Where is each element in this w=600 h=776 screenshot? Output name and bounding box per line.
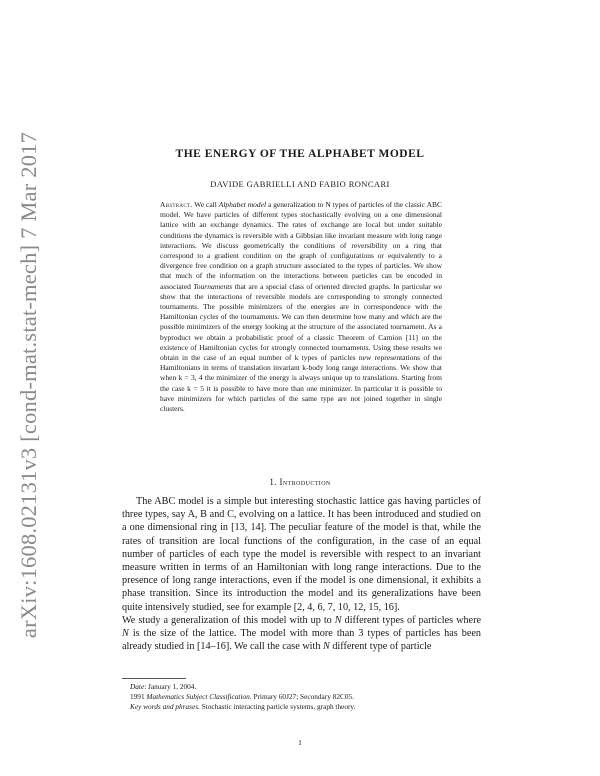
p2-text-3: is the size of the lattice. The model with more than 3 types of particles has been already studied in [14–16]. We call the case with xyxy=(122,628,481,653)
footnotes-block xyxy=(130,682,480,713)
footnote-msc-label: Mathematics Subject Classification. xyxy=(146,692,252,702)
arxiv-identifier-stamp xyxy=(10,131,48,639)
footnote-keywords xyxy=(130,702,480,712)
footnote-date-label: Date xyxy=(130,682,145,691)
footnote-date-value: : January 1, 2004. xyxy=(144,682,197,691)
paragraph-1: The ABC model is a simple but interesting stochastic lattice gas having particles of three types, say A, B and C, evolving on a lattice. It has been introduced and studied on a one dimensional ring in [13, 14]. The peculiar feature of the model is that, while the rates of transition are local functions of the configuration, in the case of an equal number of particles of each type the model is reversible with respect to an invariant measure written in terms of an Hamiltonian with long range interactions. Due to the presence of long range interactions, even if the model is one dimensional, it exhibits a phase transition. Since its introduction the model and its generalizations have been quite intensively studied, see for example [2, 4, 6, 7, 10, 12, 15, 16]. xyxy=(122,496,481,613)
footnote-msc xyxy=(130,692,480,702)
footnote-keywords-value: Stochastic interacting particle systems, graph theory. xyxy=(199,702,356,712)
paragraph-2 xyxy=(122,614,481,654)
abstract-label: Abstract. xyxy=(160,200,193,209)
p2-var-n-3: N xyxy=(322,641,330,653)
section-name: Introduction xyxy=(279,477,331,487)
footnote-keywords-label: Key words and phrases. xyxy=(130,702,200,712)
abstract-term-tournaments: Tournaments xyxy=(193,281,233,291)
page-number: 1 xyxy=(298,738,302,747)
p2-var-n-2: N xyxy=(122,628,129,640)
footnote-msc-prefix: 1991 xyxy=(130,692,147,702)
paper-authors: DAVIDE GABRIELLI AND FABIO RONCARI xyxy=(210,179,390,189)
abstract-text-2: a generalization to N types of particles of the classic ABC model. We have particles of different types stochastically evolving on a one dimensional lattice with an exchange dynamics. The rates of exchange are local but under suitable conditions the dynamics is reversible with a Gibbsian like invariant measure with long range interactions. We discuss geometrically the conditions of reversibility on a ring that correspond to a gradient condition on the graph of configurations or equivalently to a divergence free condition on a graph structure associated to the types of particles. We show that much of the information on the interactions between particles can be encoded in associated xyxy=(160,200,443,291)
footnote-date xyxy=(130,682,480,692)
section-number: 1. xyxy=(269,477,277,487)
section-heading-introduction xyxy=(0,477,600,487)
footnote-msc-value: Primary 60J27; Secondary 82C05. xyxy=(251,692,354,702)
p2-text-1: We study a generalization of this model with up to xyxy=(122,614,335,626)
arxiv-identifier-text: arXiv:1608.02131v3 [cond-mat.stat-mech] 7 Mar 2017 xyxy=(16,131,42,639)
abstract-block xyxy=(160,200,442,414)
p2-var-n-1: N xyxy=(334,614,342,626)
paper-title: THE ENERGY OF THE ALPHABET MODEL xyxy=(175,148,425,160)
introduction-body xyxy=(122,495,481,653)
abstract-text-1: We call xyxy=(192,200,219,209)
p2-text-2: different types of particles where xyxy=(341,614,481,626)
abstract-term-alphabet-model: Alphabet model xyxy=(218,200,267,209)
abstract-text-3: that are a special class of oriented directed graphs. In particular we show that the interactions of reversible models are corresponding to strongly connected tournaments. The possible minimizers of the energies are in correspondence with the Hamiltonian cycles of the tournaments. We can then determine how many and which are the possible minimizers of the energy looking at the structure of the associated tournament. As a byproduct we obtain a probabilistic proof of a classic Theorem of Camion [11] on the existence of Hamiltonian cycles for strongly connected tournaments. Using these results we obtain in the case of an equal number of k types of particles new representations of the Hamiltonians in terms of translation invariant k-body long range interactions. We show that when k = 3, 4 the minimizer of the energy is always unique up to translations. Starting from the case k = 5 it is possible to have more than one minimizer. In particular it is possible to have minimizers for which particles of the same type are not joined together in single clusters. xyxy=(160,281,442,414)
p2-text-4: different type of particle xyxy=(329,641,432,653)
footnote-divider xyxy=(122,678,186,679)
